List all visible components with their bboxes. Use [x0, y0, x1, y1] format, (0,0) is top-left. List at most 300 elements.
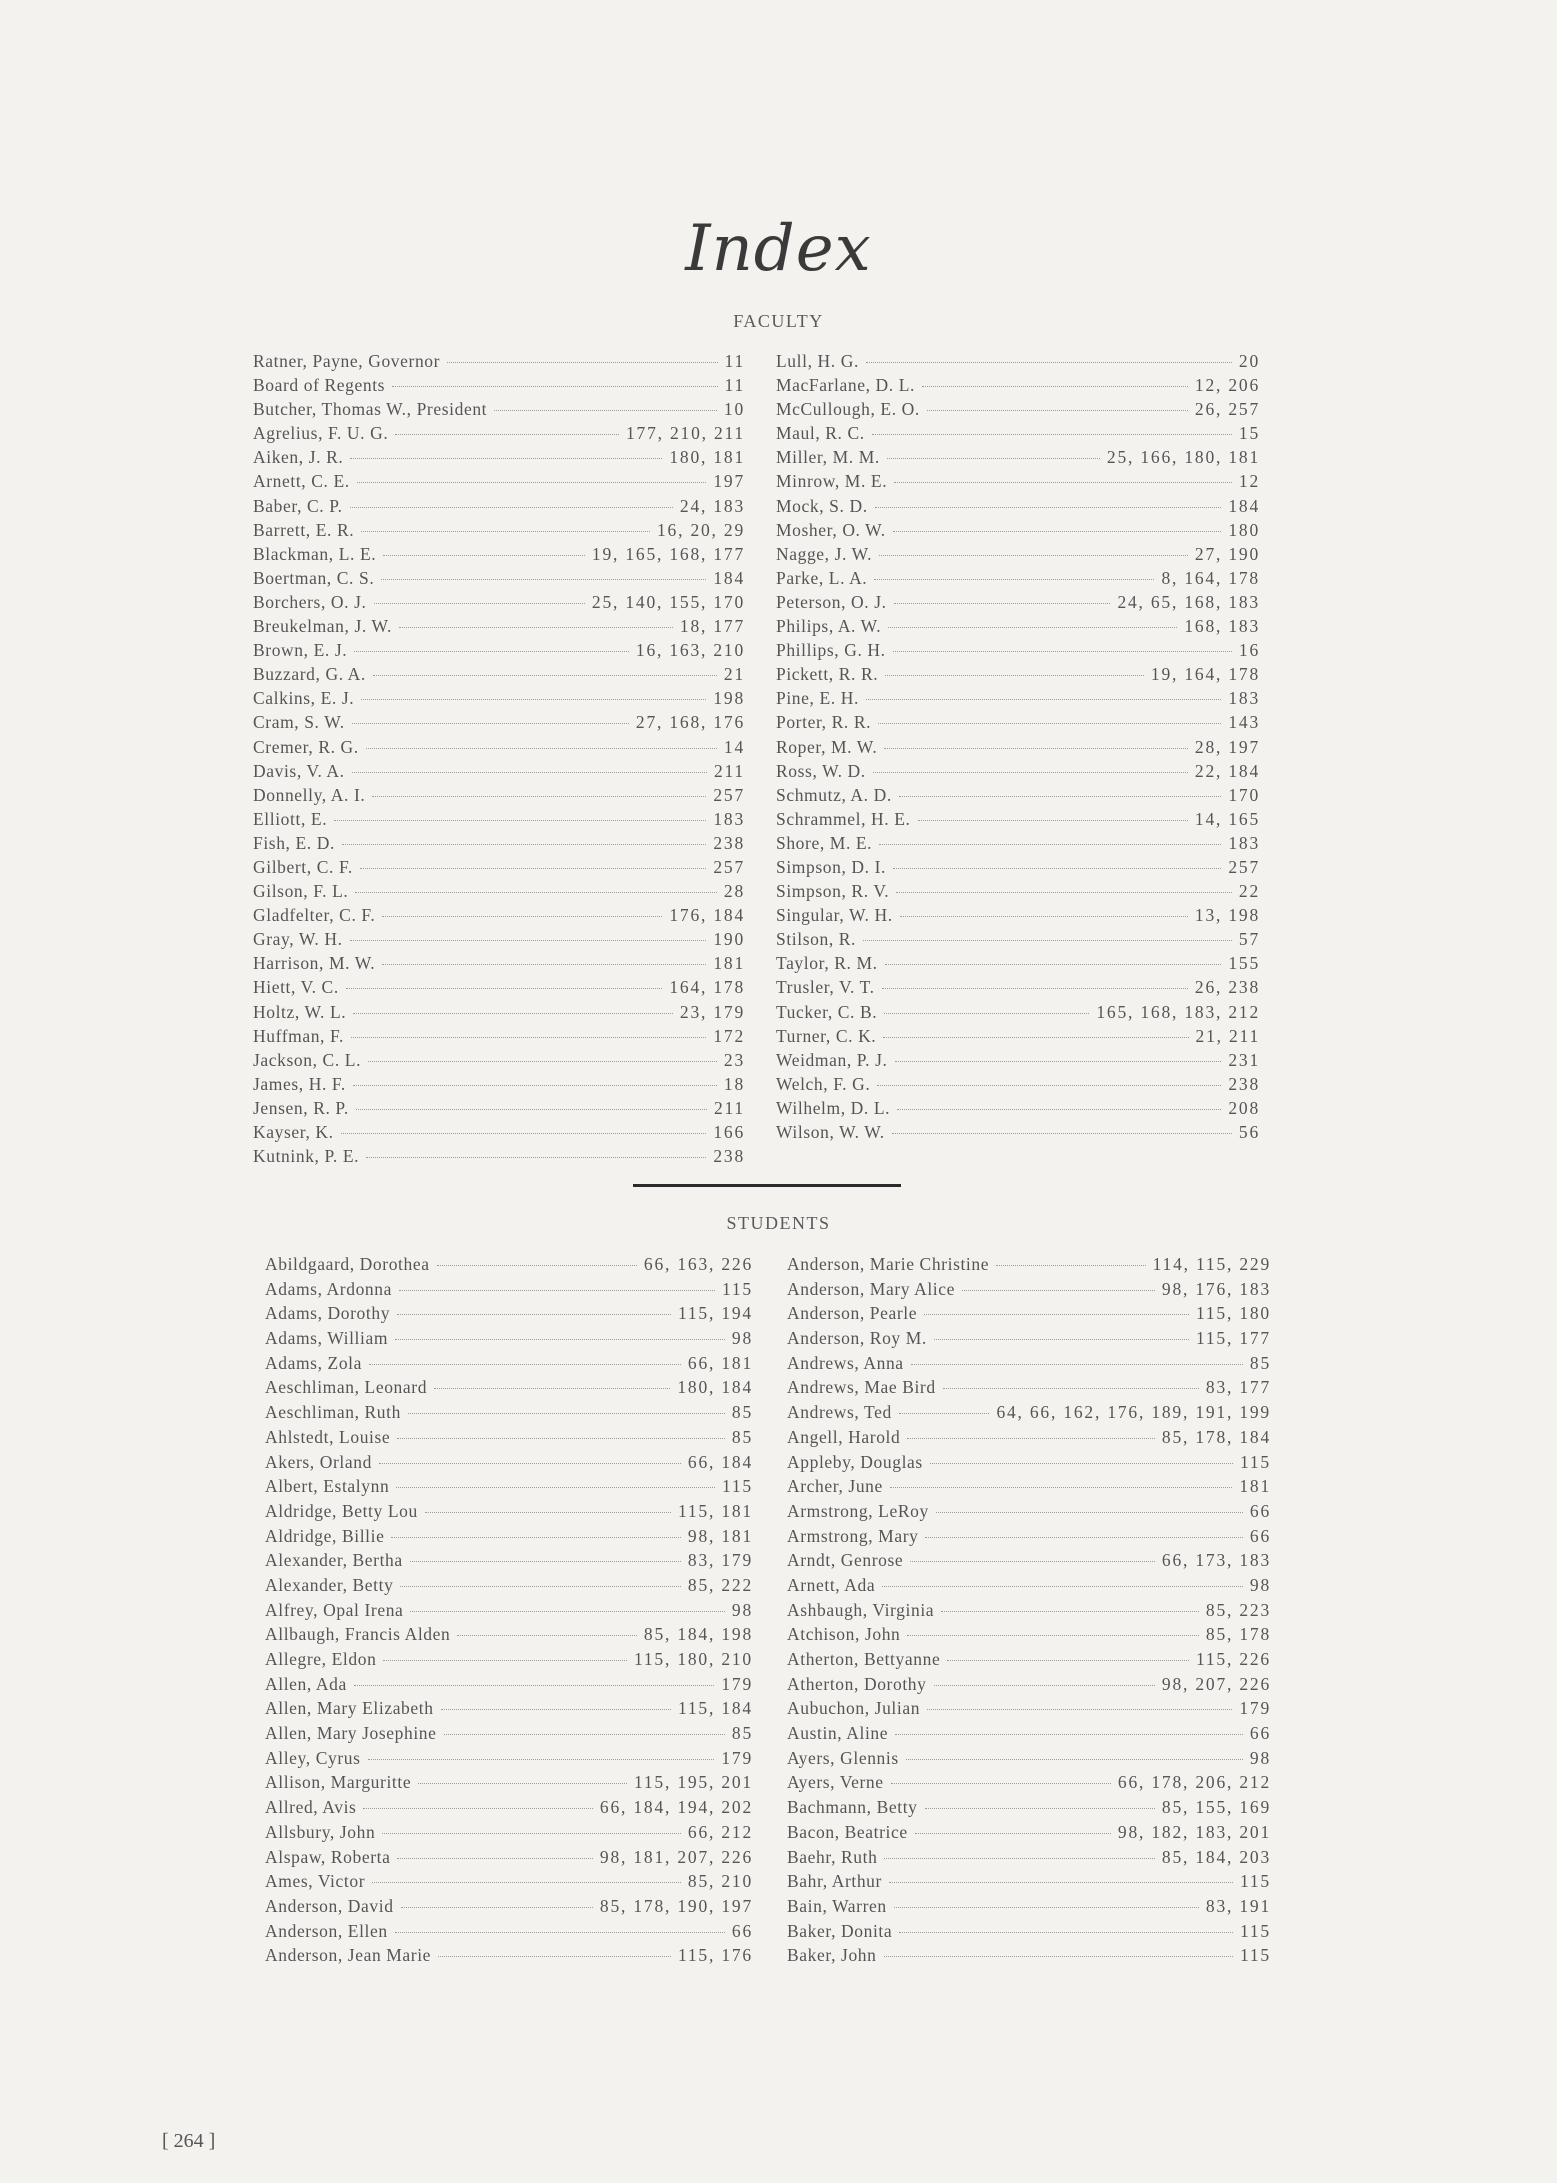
entry-pages: 114, 115, 229	[1152, 1254, 1271, 1274]
dot-leader	[353, 1085, 717, 1086]
entry-pages: 85, 222	[687, 1574, 753, 1595]
index-entry	[253, 1098, 745, 1122]
index-entry	[253, 977, 745, 1001]
dot-leader	[397, 1314, 671, 1315]
dot-leader	[437, 1265, 637, 1266]
entry-pages: 85, 178, 190, 197	[599, 1895, 753, 1916]
dot-leader	[897, 1109, 1221, 1110]
entry-name: Brown, E. J.	[253, 640, 348, 661]
index-entry	[265, 1624, 753, 1649]
index-entry	[787, 1748, 1271, 1773]
entry-pages: 14, 165	[1194, 808, 1260, 829]
entry-pages: 181	[1239, 1476, 1271, 1497]
entry-name: Miller, M. M.	[776, 447, 880, 468]
entry-name: Calkins, E. J.	[253, 688, 355, 709]
entry-name: Parke, L. A.	[776, 567, 868, 588]
entry-name: Peterson, O. J.	[776, 591, 887, 612]
dot-leader	[874, 579, 1154, 580]
entry-name: Philips, A. W.	[776, 616, 882, 637]
entry-pages: 257	[713, 856, 745, 877]
entry-pages: 257	[713, 784, 745, 805]
entry-pages: 66	[1249, 1723, 1271, 1744]
dot-leader	[877, 1085, 1221, 1086]
entry-name: Gladfelter, C. F.	[253, 905, 376, 926]
dot-leader	[366, 748, 717, 749]
index-entry	[776, 688, 1260, 712]
entry-name: Aeschliman, Leonard	[265, 1377, 428, 1398]
dot-leader	[943, 1388, 1199, 1389]
index-entry	[787, 1526, 1271, 1551]
entry-pages: 20	[1238, 351, 1260, 371]
entry-pages: 12, 206	[1194, 375, 1260, 396]
entry-pages: 11	[724, 375, 745, 396]
entry-name: Phillips, G. H.	[776, 640, 886, 661]
dot-leader	[895, 1734, 1243, 1735]
entry-pages: 115, 176	[677, 1945, 753, 1966]
entry-name: Barrett, E. R.	[253, 519, 355, 540]
index-entry	[776, 351, 1260, 375]
entry-name: McCullough, E. O.	[776, 399, 920, 420]
entry-pages: 115, 181	[677, 1500, 753, 1521]
dot-leader	[893, 868, 1221, 869]
entry-name: Aldridge, Betty Lou	[265, 1500, 418, 1521]
index-entry	[787, 1797, 1271, 1822]
entry-pages: 166	[713, 1122, 745, 1142]
entry-pages: 98, 181, 207, 226	[599, 1846, 753, 1867]
entry-pages: 28, 197	[1194, 736, 1260, 757]
dot-leader	[350, 507, 673, 508]
dot-leader	[392, 386, 717, 387]
entry-name: Bachmann, Betty	[787, 1797, 918, 1818]
entry-pages: 85, 178	[1205, 1624, 1271, 1645]
index-entry	[787, 1698, 1271, 1723]
entry-pages: 183	[713, 808, 745, 829]
dot-leader	[363, 1808, 592, 1809]
entry-pages: 85	[731, 1426, 753, 1447]
page-title: Index	[685, 212, 872, 286]
entry-name: Baehr, Ruth	[787, 1846, 878, 1867]
index-entry	[265, 1526, 753, 1551]
index-entry	[253, 375, 745, 399]
entry-pages: 85	[731, 1402, 753, 1423]
index-entry	[776, 1074, 1260, 1098]
index-entry	[265, 1748, 753, 1773]
index-entry	[265, 1698, 753, 1723]
entry-pages: 27, 168, 176	[635, 712, 745, 733]
entry-name: Ahlstedt, Louise	[265, 1426, 391, 1447]
index-entry	[787, 1328, 1271, 1353]
index-entry	[265, 1377, 753, 1402]
dot-leader	[395, 1932, 725, 1933]
entry-name: Weidman, P. J.	[776, 1049, 888, 1070]
index-entry	[253, 905, 745, 929]
dot-leader	[894, 482, 1232, 483]
entry-pages: 12	[1238, 471, 1260, 492]
entry-pages: 115	[721, 1278, 753, 1299]
dot-leader	[922, 386, 1188, 387]
entry-name: Taylor, R. M.	[776, 953, 878, 974]
entry-name: Akers, Orland	[265, 1451, 372, 1472]
index-entry	[253, 351, 745, 375]
entry-pages: 18	[723, 1073, 745, 1094]
entry-pages: 22, 184	[1194, 760, 1260, 781]
entry-pages: 66	[1249, 1525, 1271, 1546]
dot-leader	[425, 1512, 671, 1513]
entry-name: Allen, Mary Josephine	[265, 1723, 437, 1744]
entry-name: Anderson, Roy M.	[787, 1328, 927, 1349]
index-entry	[787, 1772, 1271, 1797]
dot-leader	[334, 820, 706, 821]
index-entry	[776, 881, 1260, 905]
dot-leader	[441, 1709, 671, 1710]
dot-leader	[899, 1413, 990, 1414]
dot-leader	[447, 362, 717, 363]
dot-leader	[399, 627, 673, 628]
dot-leader	[882, 1586, 1243, 1587]
index-entry	[776, 640, 1260, 664]
entry-pages: 11	[724, 351, 745, 371]
entry-name: Albert, Estalynn	[265, 1476, 390, 1497]
dot-leader	[369, 1364, 681, 1365]
index-entry	[776, 809, 1260, 833]
entry-name: Bacon, Beatrice	[787, 1821, 908, 1842]
index-entry	[253, 1050, 745, 1074]
dot-leader	[350, 940, 707, 941]
entry-pages: 115	[1239, 1920, 1271, 1941]
entry-name: Austin, Aline	[787, 1723, 889, 1744]
entry-name: Anderson, Marie Christine	[787, 1254, 990, 1274]
dot-leader	[410, 1561, 681, 1562]
index-entry	[253, 688, 745, 712]
index-entry	[265, 1501, 753, 1526]
index-entry	[265, 1328, 753, 1353]
entry-name: Mock, S. D.	[776, 495, 868, 516]
entry-pages: 16, 20, 29	[657, 519, 745, 540]
dot-leader	[357, 482, 707, 483]
entry-pages: 98, 176, 183	[1161, 1278, 1271, 1299]
entry-pages: 183	[1228, 832, 1260, 853]
entry-name: Adams, Zola	[265, 1352, 362, 1373]
dot-leader	[350, 458, 662, 459]
entry-name: Wilhelm, D. L.	[776, 1097, 891, 1118]
dot-leader	[356, 1109, 707, 1110]
dot-leader	[342, 844, 706, 845]
dot-leader	[927, 1709, 1232, 1710]
index-entry	[265, 1674, 753, 1699]
dot-leader	[410, 1611, 724, 1612]
entry-pages: 115	[1239, 1945, 1271, 1966]
entry-name: Allbaugh, Francis Alden	[265, 1624, 451, 1645]
index-entry	[787, 1550, 1271, 1575]
entry-pages: 66, 184, 194, 202	[599, 1797, 753, 1818]
entry-pages: 168, 183	[1184, 616, 1260, 637]
entry-name: Alley, Cyrus	[265, 1747, 361, 1768]
entry-pages: 85, 223	[1205, 1599, 1271, 1620]
dot-leader	[354, 651, 629, 652]
index-entry	[776, 761, 1260, 785]
entry-name: Bain, Warren	[787, 1895, 887, 1916]
entry-pages: 16	[1238, 640, 1260, 661]
page-number: [ 264 ]	[162, 2130, 216, 2152]
dot-leader	[894, 603, 1111, 604]
entry-pages: 25, 140, 155, 170	[591, 591, 745, 612]
entry-name: Adams, Ardonna	[265, 1278, 392, 1299]
dot-leader	[372, 796, 706, 797]
entry-pages: 83, 179	[687, 1550, 753, 1571]
dot-leader	[930, 1463, 1233, 1464]
index-entry	[776, 712, 1260, 736]
entry-name: Aiken, J. R.	[253, 447, 344, 468]
entry-name: Baber, C. P.	[253, 495, 343, 516]
dot-leader	[368, 1061, 717, 1062]
entry-name: Huffman, F.	[253, 1025, 344, 1046]
index-entry	[265, 1649, 753, 1674]
entry-pages: 24, 65, 168, 183	[1117, 591, 1260, 612]
dot-leader	[907, 1438, 1155, 1439]
dot-leader	[401, 1907, 593, 1908]
entry-name: Agrelius, F. U. G.	[253, 423, 389, 444]
index-entry	[776, 1098, 1260, 1122]
entry-name: Alspaw, Roberta	[265, 1846, 391, 1867]
entry-pages: 13, 198	[1194, 905, 1260, 926]
entry-name: Jensen, R. P.	[253, 1097, 349, 1118]
dot-leader	[887, 458, 1100, 459]
index-entry	[776, 447, 1260, 471]
entry-name: Anderson, Ellen	[265, 1920, 388, 1941]
dot-leader	[947, 1660, 1189, 1661]
entry-name: Allison, Marguritte	[265, 1772, 412, 1793]
entry-pages: 115, 226	[1195, 1649, 1271, 1669]
index-entry	[776, 544, 1260, 568]
entry-pages: 115, 184	[677, 1698, 753, 1719]
dot-leader	[397, 1438, 725, 1439]
entry-name: Aubuchon, Julian	[787, 1698, 921, 1719]
entry-pages: 179	[721, 1747, 753, 1768]
entry-pages: 66	[1249, 1500, 1271, 1521]
entry-pages: 115	[721, 1476, 753, 1497]
entry-name: Allen, Ada	[265, 1673, 347, 1694]
index-entry	[253, 640, 745, 664]
dot-leader	[899, 796, 1222, 797]
index-entry	[787, 1254, 1271, 1279]
index-entry	[776, 471, 1260, 495]
entry-name: Abildgaard, Dorothea	[265, 1254, 430, 1274]
index-entry	[776, 520, 1260, 544]
entry-pages: 27, 190	[1194, 543, 1260, 564]
entry-name: Adams, William	[265, 1328, 389, 1349]
entry-pages: 66, 184	[687, 1451, 753, 1472]
entry-pages: 177, 210, 211	[625, 423, 745, 444]
entry-name: Buzzard, G. A.	[253, 664, 366, 685]
dot-leader	[494, 410, 717, 411]
entry-name: Bahr, Arthur	[787, 1871, 882, 1892]
entry-pages: 179	[721, 1673, 753, 1694]
entry-name: Alexander, Bertha	[265, 1550, 403, 1571]
entry-pages: 98	[1249, 1747, 1271, 1768]
index-entry	[265, 1303, 753, 1328]
dot-leader	[408, 1413, 725, 1414]
dot-leader	[379, 1463, 681, 1464]
index-entry	[253, 785, 745, 809]
index-entry	[265, 1575, 753, 1600]
entry-name: Donnelly, A. I.	[253, 784, 366, 805]
entry-name: Borchers, O. J.	[253, 591, 367, 612]
dot-leader	[925, 1537, 1242, 1538]
index-entry	[265, 1353, 753, 1378]
entry-name: Breukelman, J. W.	[253, 616, 393, 637]
index-entry	[253, 496, 745, 520]
index-entry	[265, 1254, 753, 1279]
dot-leader	[341, 1133, 707, 1134]
entry-pages: 184	[1228, 495, 1260, 516]
entry-pages: 238	[713, 832, 745, 853]
entry-pages: 115, 194	[677, 1303, 753, 1324]
dot-leader	[934, 1685, 1155, 1686]
entry-pages: 115, 180	[1195, 1303, 1271, 1324]
entry-pages: 85, 184, 203	[1161, 1846, 1271, 1867]
index-entry	[776, 905, 1260, 929]
dot-leader	[936, 1512, 1243, 1513]
index-entry	[776, 616, 1260, 640]
index-entry	[776, 568, 1260, 592]
dot-leader	[911, 1364, 1243, 1365]
index-entry	[776, 857, 1260, 881]
entry-pages: 83, 191	[1205, 1895, 1271, 1916]
entry-pages: 85, 178, 184	[1161, 1426, 1271, 1447]
entry-name: Alfrey, Opal Irena	[265, 1599, 404, 1620]
dot-leader	[396, 1487, 715, 1488]
entry-pages: 98	[731, 1328, 753, 1349]
entry-pages: 26, 257	[1194, 399, 1260, 420]
entry-name: Anderson, David	[265, 1895, 394, 1916]
index-entry	[265, 1921, 753, 1946]
entry-name: Allen, Mary Elizabeth	[265, 1698, 434, 1719]
entry-pages: 28	[723, 881, 745, 902]
entry-name: Welch, F. G.	[776, 1073, 871, 1094]
entry-name: Baker, Donita	[787, 1920, 893, 1941]
dot-leader	[890, 1487, 1232, 1488]
faculty-index-right-column	[776, 351, 1260, 1146]
index-entry	[787, 1600, 1271, 1625]
dot-leader	[373, 675, 717, 676]
index-entry	[776, 1050, 1260, 1074]
entry-name: Cram, S. W.	[253, 712, 345, 733]
dot-leader	[418, 1783, 627, 1784]
entry-name: Alexander, Betty	[265, 1574, 394, 1595]
entry-pages: 211	[713, 1097, 745, 1118]
index-entry	[253, 1122, 745, 1146]
entry-name: Adams, Dorothy	[265, 1303, 391, 1324]
index-entry	[787, 1921, 1271, 1946]
entry-name: Appleby, Douglas	[787, 1451, 923, 1472]
dot-leader	[883, 1037, 1188, 1038]
index-entry	[265, 1896, 753, 1921]
dot-leader	[866, 699, 1221, 700]
dot-leader	[884, 1956, 1233, 1957]
index-entry	[253, 737, 745, 761]
entry-pages: 184	[713, 567, 745, 588]
index-entry	[787, 1402, 1271, 1427]
dot-leader	[352, 772, 707, 773]
entry-pages: 21	[723, 664, 745, 685]
index-entry	[253, 447, 745, 471]
dot-leader	[996, 1265, 1146, 1266]
students-heading: STUDENTS	[726, 1213, 831, 1233]
entry-name: Boertman, C. S.	[253, 567, 375, 588]
index-entry	[253, 544, 745, 568]
index-entry	[253, 761, 745, 785]
index-entry	[253, 857, 745, 881]
entry-name: Simpson, R. V.	[776, 881, 890, 902]
entry-name: Maul, R. C.	[776, 423, 865, 444]
dot-leader	[382, 916, 662, 917]
entry-pages: 85	[1249, 1352, 1271, 1373]
index-entry	[253, 471, 745, 495]
entry-name: Roper, M. W.	[776, 736, 878, 757]
entry-name: Pickett, R. R.	[776, 664, 879, 685]
index-entry	[265, 1279, 753, 1304]
entry-pages: 180, 184	[677, 1377, 753, 1398]
index-entry	[265, 1822, 753, 1847]
dot-leader	[907, 1635, 1198, 1636]
entry-name: Kayser, K.	[253, 1122, 334, 1142]
dot-leader	[382, 1833, 681, 1834]
index-entry	[787, 1871, 1271, 1896]
entry-pages: 257	[1228, 856, 1260, 877]
dot-leader	[361, 699, 706, 700]
dot-leader	[918, 820, 1188, 821]
entry-name: Elliott, E.	[253, 808, 328, 829]
entry-pages: 19, 165, 168, 177	[591, 543, 745, 564]
entry-pages: 83, 177	[1205, 1377, 1271, 1398]
entry-pages: 18, 177	[679, 616, 745, 637]
entry-name: Ayers, Verne	[787, 1772, 884, 1793]
entry-pages: 198	[713, 688, 745, 709]
entry-name: Baker, John	[787, 1945, 877, 1966]
index-entry	[787, 1945, 1271, 1970]
entry-pages: 180, 181	[669, 447, 745, 468]
dot-leader	[894, 1907, 1199, 1908]
dot-leader	[924, 1314, 1189, 1315]
entry-name: Stilson, R.	[776, 929, 857, 950]
index-entry	[265, 1797, 753, 1822]
entry-pages: 211	[713, 760, 745, 781]
dot-leader	[353, 1013, 673, 1014]
entry-name: Hiett, V. C.	[253, 977, 339, 998]
index-entry	[787, 1674, 1271, 1699]
entry-pages: 143	[1228, 712, 1260, 733]
entry-pages: 85, 155, 169	[1161, 1797, 1271, 1818]
entry-name: Ratner, Payne, Governor	[253, 351, 441, 371]
dot-leader	[368, 1759, 715, 1760]
dot-leader	[927, 410, 1188, 411]
dot-leader	[875, 507, 1222, 508]
dot-leader	[863, 940, 1232, 941]
entry-pages: 22	[1238, 881, 1260, 902]
entry-name: Atherton, Bettyanne	[787, 1649, 941, 1669]
section-divider	[633, 1184, 901, 1187]
index-entry	[776, 953, 1260, 977]
dot-leader	[882, 988, 1188, 989]
dot-leader	[355, 892, 717, 893]
entry-pages: 98, 181	[687, 1525, 753, 1546]
entry-name: Armstrong, LeRoy	[787, 1500, 929, 1521]
dot-leader	[383, 555, 585, 556]
index-entry	[787, 1303, 1271, 1328]
entry-pages: 21, 211	[1195, 1025, 1260, 1046]
dot-leader	[352, 723, 629, 724]
entry-name: Ross, W. D.	[776, 760, 866, 781]
